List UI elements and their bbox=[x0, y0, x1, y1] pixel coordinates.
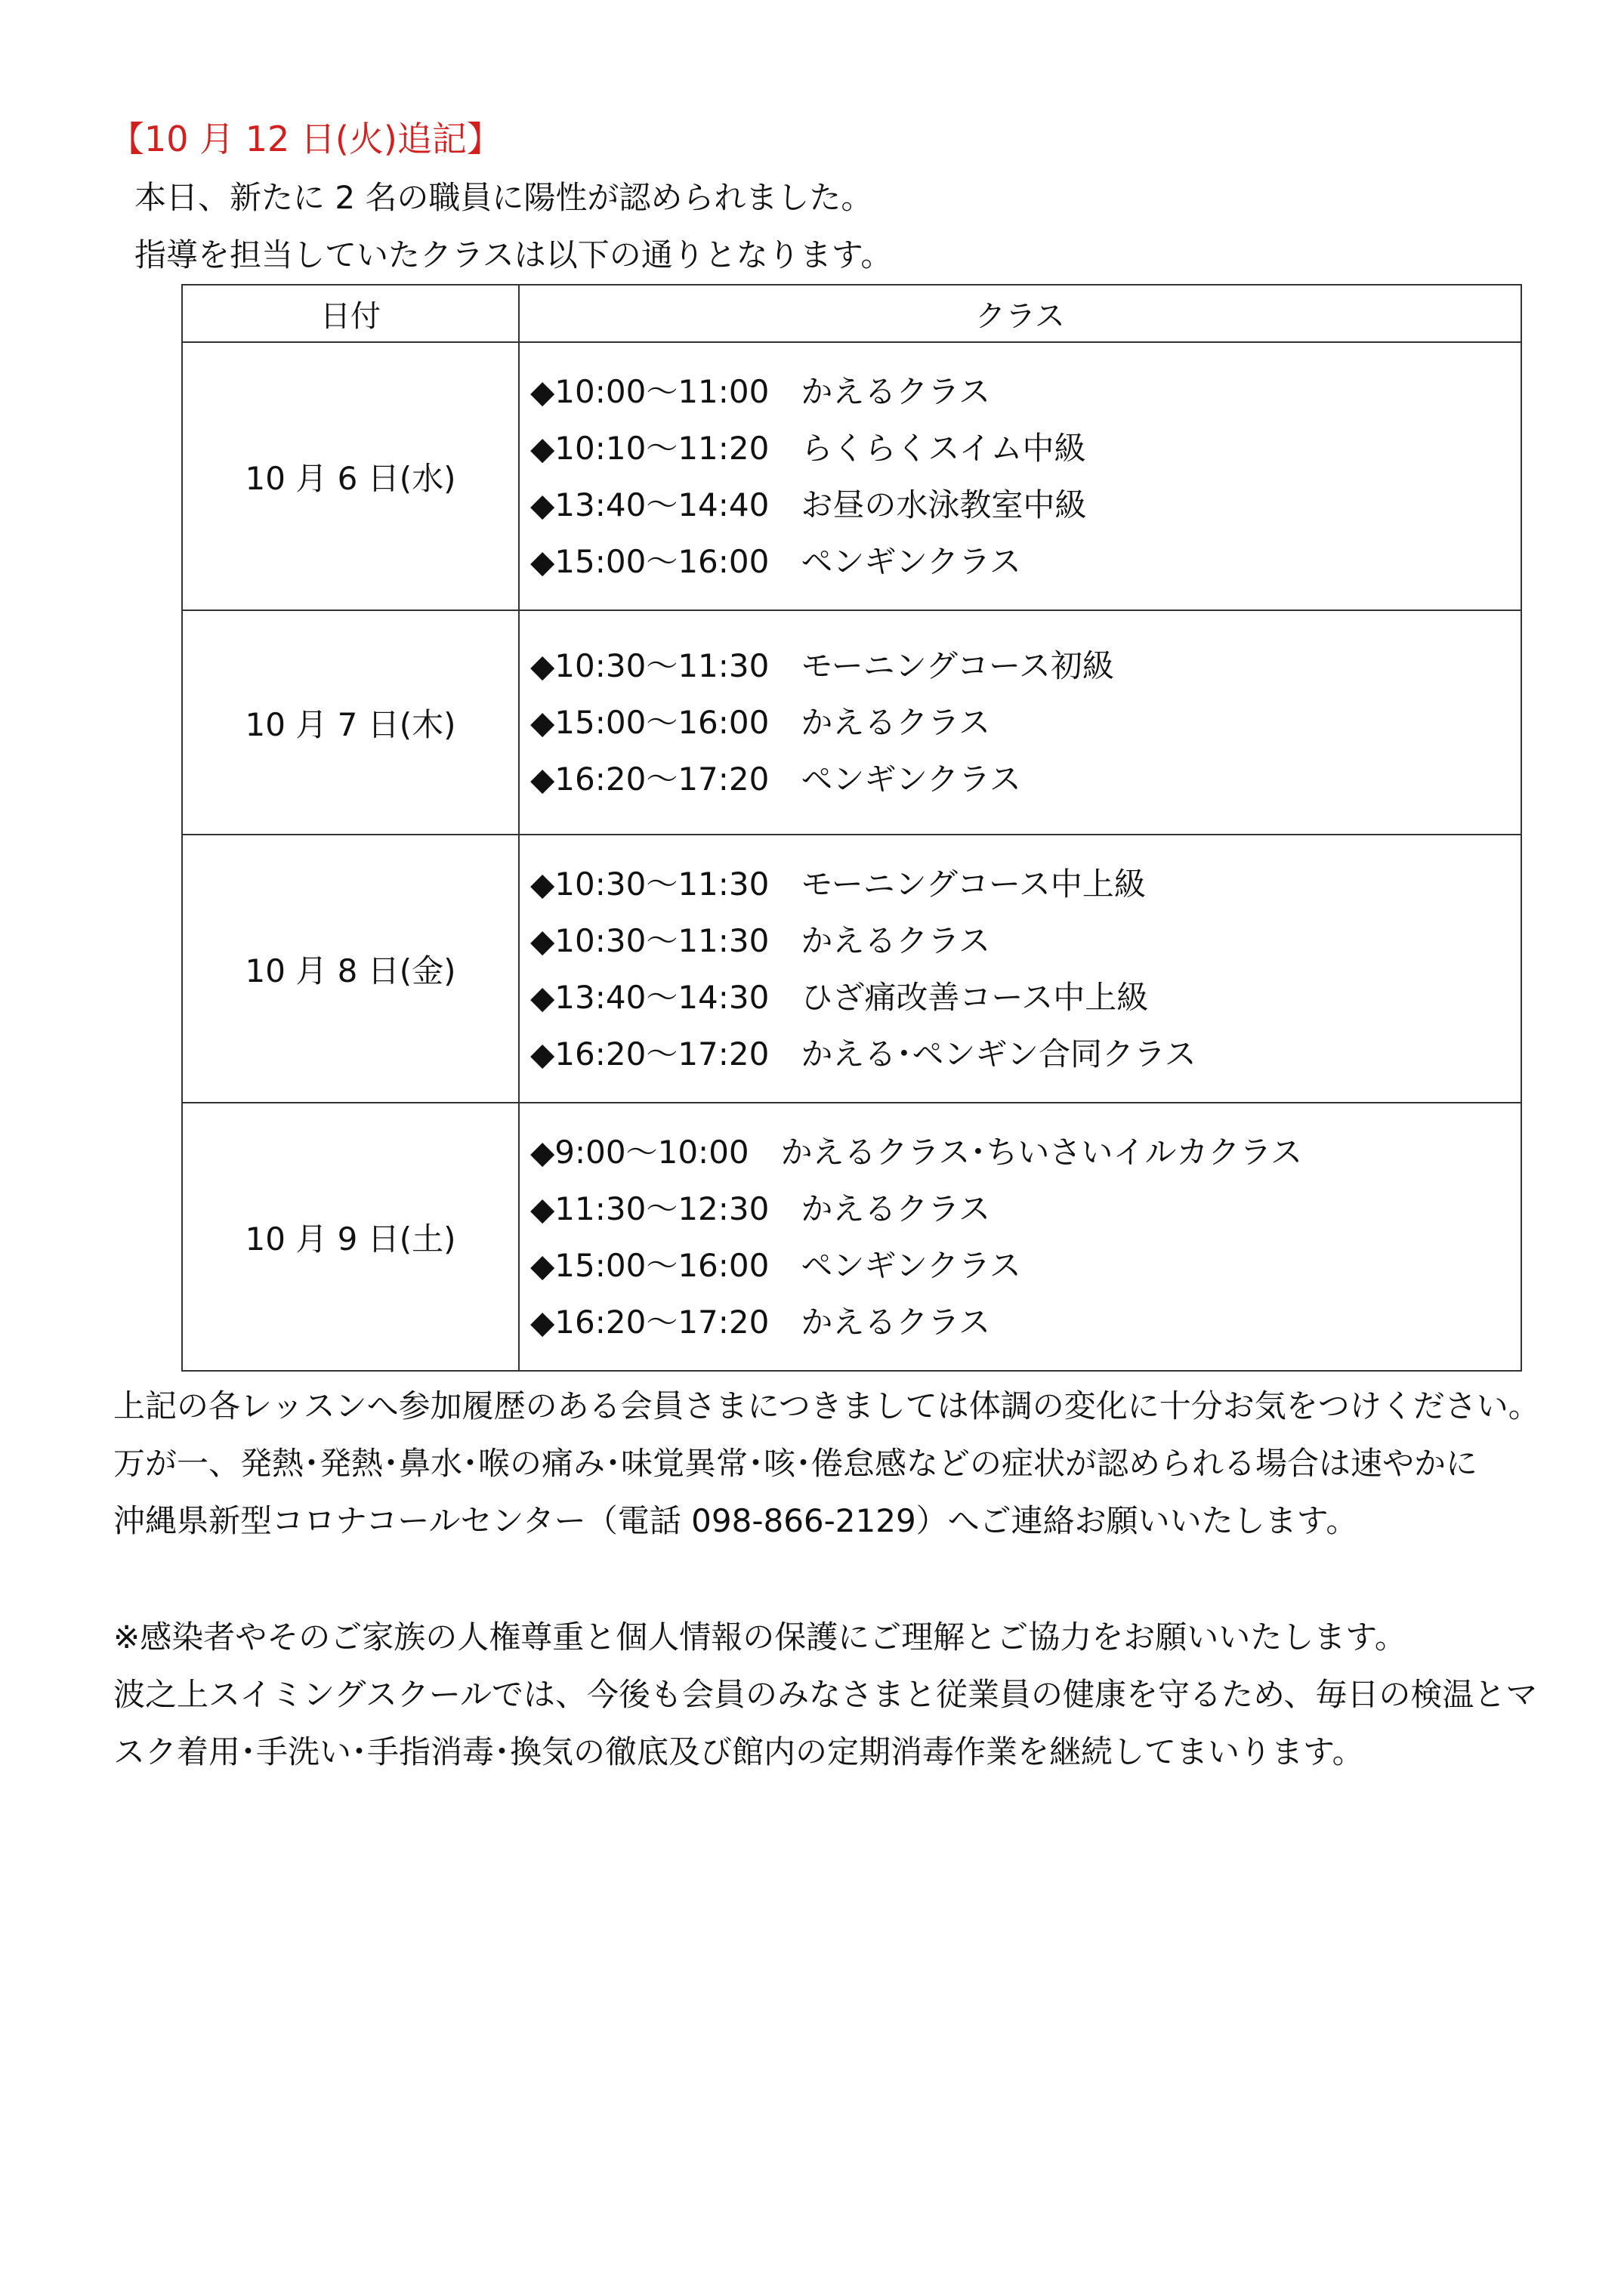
class-item: ◆10:30～11:30 かえるクラス bbox=[530, 921, 991, 959]
class-list-cell bbox=[519, 342, 1521, 610]
table-row bbox=[182, 342, 1521, 610]
class-item: ◆15:00～16:00 ペンギンクラス bbox=[530, 542, 1021, 580]
class-item: ◆10:10～11:20 らくらくスイム中級 bbox=[530, 429, 1086, 467]
column-header-class: クラス bbox=[519, 285, 1521, 342]
note-line: ※感染者やそのご家族の人権尊重と個人情報の保護にご理解とご協力をお願いいたします。 bbox=[113, 1619, 1406, 1656]
class-item: ◆16:20～17:20 かえる･ペンギン合同クラス bbox=[530, 1035, 1196, 1072]
advisory-paragraph-line: 上記の各レッスンへ参加履歴のある会員さまにつきましては体調の変化に十分お気をつけください。 bbox=[113, 1387, 1540, 1424]
table-header-row bbox=[182, 285, 1521, 342]
advisory-paragraph-line: 万が一、発熱･発熱･鼻水･喉の痛み･味覚異常･咳･倦怠感などの症状が認められる場合は速やかに bbox=[113, 1445, 1478, 1482]
class-item: ◆10:30～11:30 モーニングコース中上級 bbox=[530, 865, 1146, 903]
column-header-date: 日付 bbox=[182, 285, 519, 342]
class-item: ◆15:00～16:00 かえるクラス bbox=[530, 704, 991, 741]
class-list-cell bbox=[519, 610, 1521, 835]
class-item: ◆16:20～17:20 かえるクラス bbox=[530, 1303, 991, 1341]
advisory-paragraph-line: 沖縄県新型コロナコールセンター（電話 098-866-2129）へご連絡お願いいたします。 bbox=[113, 1502, 1358, 1539]
intro-line: 指導を担当していたクラスは以下の通りとなります。 bbox=[134, 236, 893, 273]
table-row bbox=[182, 835, 1521, 1103]
date-cell: 10 月 8 日(金) bbox=[182, 835, 519, 1103]
class-item: ◆10:00～11:00 かえるクラス bbox=[530, 372, 991, 410]
class-item: ◆15:00～16:00 ペンギンクラス bbox=[530, 1246, 1021, 1284]
class-item: ◆13:40～14:30 ひざ痛改善コース中上級 bbox=[530, 978, 1149, 1016]
class-item: ◆11:30～12:30 かえるクラス bbox=[530, 1190, 991, 1227]
class-list-cell bbox=[519, 1103, 1521, 1371]
note-line: 波之上スイミングスクールでは、今後も会員のみなさまと従業員の健康を守るため、毎日の検温とマ bbox=[113, 1676, 1538, 1713]
class-item: ◆10:30～11:30 モーニングコース初級 bbox=[530, 647, 1114, 684]
date-cell: 10 月 6 日(水) bbox=[182, 342, 519, 610]
date-cell: 10 月 7 日(木) bbox=[182, 610, 519, 835]
date-cell: 10 月 9 日(土) bbox=[182, 1103, 519, 1371]
class-item: ◆13:40～14:40 お昼の水泳教室中級 bbox=[530, 486, 1087, 523]
page-heading: 【10 月 12 日(火)追記】 bbox=[110, 119, 502, 159]
table-row bbox=[182, 610, 1521, 835]
class-item: ◆9:00～10:00 かえるクラス･ちいさいイルカクラス bbox=[530, 1133, 1303, 1171]
class-item: ◆16:20～17:20 ペンギンクラス bbox=[530, 761, 1021, 798]
class-list-cell bbox=[519, 835, 1521, 1103]
class-schedule-table bbox=[181, 284, 1522, 1372]
note-line: スク着用･手洗い･手指消毒･換気の徹底及び館内の定期消毒作業を継続してまいります。 bbox=[113, 1733, 1364, 1770]
table-row bbox=[182, 1103, 1521, 1371]
intro-line: 本日、新たに 2 名の職員に陽性が認められました。 bbox=[134, 179, 873, 216]
